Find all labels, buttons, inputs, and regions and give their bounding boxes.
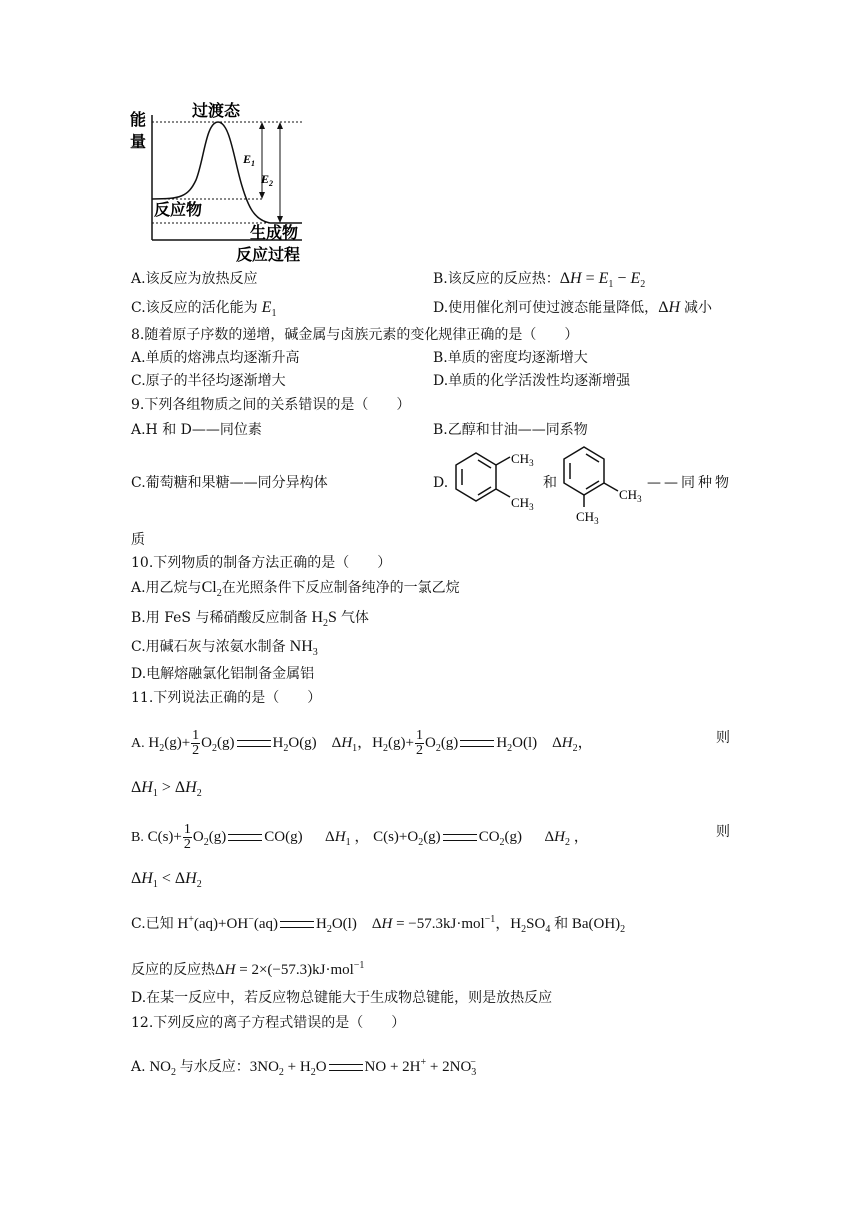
q8-stem: 8.随着原子序数的递增，碱金属与卤族元素的变化规律正确的是（ ） <box>131 327 579 343</box>
q11-a-then: 则 <box>716 731 730 746</box>
q7-option-a: A.该反应为放热反应 <box>131 271 258 287</box>
e2-arrow-head-bottom <box>277 216 283 223</box>
ortho-xylene-structure-2 <box>560 443 660 527</box>
svg-text:CH3: $CH_3$ <box>511 451 534 468</box>
q11-c-known: C.已知 <box>131 916 174 932</box>
transition-state-label: 过渡态 <box>192 101 241 120</box>
q7-option-d <box>433 298 712 318</box>
q9-option-d-continued: 质 <box>131 532 145 548</box>
q10-option-a <box>131 578 460 598</box>
q10-c-formula: $NH_3$ <box>285 638 318 659</box>
q11-stem: 11.下列说法正确的是（ ） <box>131 690 322 706</box>
q10-a-formula: $Cl_2$ <box>201 579 222 600</box>
e1-label: $E_1$ <box>242 152 255 168</box>
q10-stem: 10.下列物质的制备方法正确的是（ ） <box>131 555 392 571</box>
q11-option-c-line1: C.已知 H+(aq)+OH−(aq) $H_2O(l)$ ΔH = −57.3kJ·mol$^{-1}$，$H_2SO_4$ 和 $Ba(OH)_2$ <box>131 914 626 935</box>
svg-text:CH3: $CH_3$ <box>619 487 642 504</box>
q10-option-b <box>131 608 369 628</box>
q10-a-text2: 在光照条件下反应制备纯净的一氯乙烷 <box>221 580 460 596</box>
e1-arrow-head-top <box>259 122 265 129</box>
q8-option-a: A.单质的熔沸点均逐渐升高 <box>131 350 300 366</box>
q10-c-text: C.用碱石灰与浓氨水制备 <box>131 639 286 655</box>
q9-stem: 9.下列各组物质之间的关系错误的是（ ） <box>131 397 411 413</box>
q12-option-a: A. $NO_2$ 与水反应：$3NO_2 + H_2O$ NO + $2H^+ + 2NO_3^-$ <box>131 1057 477 1078</box>
y-axis-label-top: 能 <box>130 110 147 129</box>
q11-c-text: 反应的反应热 <box>131 962 215 978</box>
energy-diagram <box>130 100 310 266</box>
q12-a-text: 与水反应： <box>179 1059 250 1075</box>
q9-option-d-label: D. <box>433 475 449 491</box>
q7-b-text: B.该反应的反应热： <box>433 271 560 287</box>
e2-label: $E_2$ <box>260 172 273 188</box>
q11-c-and: 和 <box>554 916 569 932</box>
svg-text:CH3: $CH_3$ <box>576 509 599 526</box>
e2-arrow-head-top <box>277 122 283 129</box>
q12-stem: 12.下列反应的离子方程式错误的是（ ） <box>131 1015 406 1031</box>
e1-arrow-head-bottom <box>259 192 265 199</box>
ortho-xylene-structure-1 <box>448 443 548 521</box>
q11-b-then: 则 <box>716 825 730 840</box>
q11-option-b-line1: B. C(s)+ $\frac{1}{2}$ $O_2(g)$ CO(g) $\Delta H_1$ ， $C(s)+O_2(g)$ $CO_2(g)$ $\Delta H_2$ ， 则 <box>131 822 730 852</box>
q7-c-formula: $E_1$ <box>261 299 277 320</box>
q8-option-b: B.单质的密度均逐渐增大 <box>433 350 588 366</box>
q11-option-a-line2: $\Delta H_1 > \Delta H_2$ <box>131 779 202 800</box>
q7-d-suffix: 减小 <box>684 300 713 316</box>
q8-option-d: D.单质的化学活泼性均逐渐增强 <box>433 373 631 389</box>
svg-text:CH3: $CH_3$ <box>511 495 534 512</box>
q9-option-b: B.乙醇和甘油——同系物 <box>433 422 588 438</box>
q9-option-a: A.H 和 D——同位素 <box>131 422 262 438</box>
q10-b-text2: 气体 <box>340 610 369 626</box>
q11-option-a-line1: A. $H_2(g)+$ $\frac{1}{2}$ $O_2(g)$ $H_2O(g)$ $\Delta H_1$，$H_2(g)+$ $\frac{1}{2}$ $O_2(g)$ $H_2O(l)$ $\Delta H_2$， 则 <box>131 728 730 758</box>
q11-option-b-line2: $\Delta H_1 < \Delta H_2$ <box>131 870 202 891</box>
q7-c-text: C.该反应的活化能为 <box>131 300 258 316</box>
q10-b-text1: B.用 FeS 与稀硝酸反应制备 <box>131 610 308 626</box>
q10-option-c <box>131 637 318 657</box>
q10-b-formula: $H_2S$ <box>307 609 341 630</box>
q12-a-prefix: A. <box>131 1059 146 1075</box>
q8-option-c: C.原子的半径均逐渐增大 <box>131 373 286 389</box>
q7-option-b <box>433 269 645 289</box>
y-axis-label-bottom: 量 <box>130 132 147 151</box>
q10-option-d: D.电解熔融氯化铝制备金属铝 <box>131 666 315 682</box>
q10-a-text1: A.用乙烷与 <box>131 580 202 596</box>
product-label: 生成物 <box>250 223 299 242</box>
q7-option-c <box>131 298 276 318</box>
q11-option-d: D.在某一反应中，若反应物总键能大于生成物总键能，则是放热反应 <box>131 990 553 1006</box>
q7-b-formula: $\Delta H = E_1 - E_2$ <box>559 270 646 291</box>
q7-d-text: D.使用催化剂可使过渡态能量降低， <box>433 300 659 316</box>
q11-option-c-line2: 反应的反应热ΔH = 2×(−57.3)kJ·mol$^{-1}$ <box>131 960 365 978</box>
x-axis-label: 反应过程 <box>236 245 301 264</box>
q9-option-d-and: 和 <box>543 475 557 491</box>
q9-option-c: C.葡萄糖和果糖——同分异构体 <box>131 475 328 491</box>
reactant-label: 反应物 <box>154 200 203 219</box>
q9-option-d-relation: ——同种物 <box>647 475 732 491</box>
q7-d-formula: ΔH <box>658 299 681 316</box>
